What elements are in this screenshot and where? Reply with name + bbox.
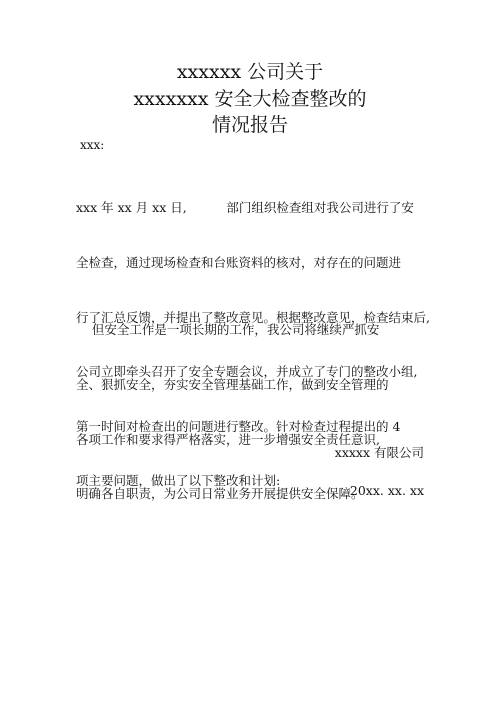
- report-title-line-2: xxxxxxx 安全大检查整改的: [133, 88, 367, 110]
- paragraph-2-line: 各项工作和要求得严格落实，进一步增强安全责任意识,: [76, 431, 380, 447]
- paragraph-1-line: 第一时间对检查出的问题进行整改。针对检查过程提出的 4: [76, 418, 401, 434]
- paragraph-2-line: 明确各自职责，为公司日常业务开展提供安全保障。: [76, 486, 364, 502]
- paragraph-2: [76, 285, 389, 540]
- paragraph-1-line: 项主要问题，做出了以下整改和计划:: [76, 473, 281, 489]
- report-title-line-3: 情况报告: [211, 114, 288, 136]
- paragraph-1-line: 公司立即牵头召开了安全专题会议，并成立了专门的整改小组,: [76, 364, 418, 380]
- paragraph-2-line: 全、狠抓安全，夯实安全管理基础工作，做到安全管理的: [76, 377, 389, 392]
- paragraph-1-line: 全检查，通过现场检查和台账资料的核对，对存在的问题进: [76, 255, 402, 270]
- salutation: xxx:: [80, 138, 105, 152]
- report-title-line-1: xxxxxx 公司关于: [176, 61, 324, 83]
- signature-date: 20xx. xx. xx: [349, 483, 424, 498]
- paragraph-1-line: xxx 年 xx 月 xx 日, 部门组织检查组对我公司进行了安: [76, 200, 414, 216]
- paragraph-1-line: 行了汇总反馈，并提出了整改意见。根据整改意见，检查结束后,: [76, 309, 430, 325]
- signature-company: xxxxx 有限公司: [334, 445, 424, 460]
- paragraph-2-line: 但安全工作是一项长期的工作，我公司将继续严抓安: [76, 322, 380, 338]
